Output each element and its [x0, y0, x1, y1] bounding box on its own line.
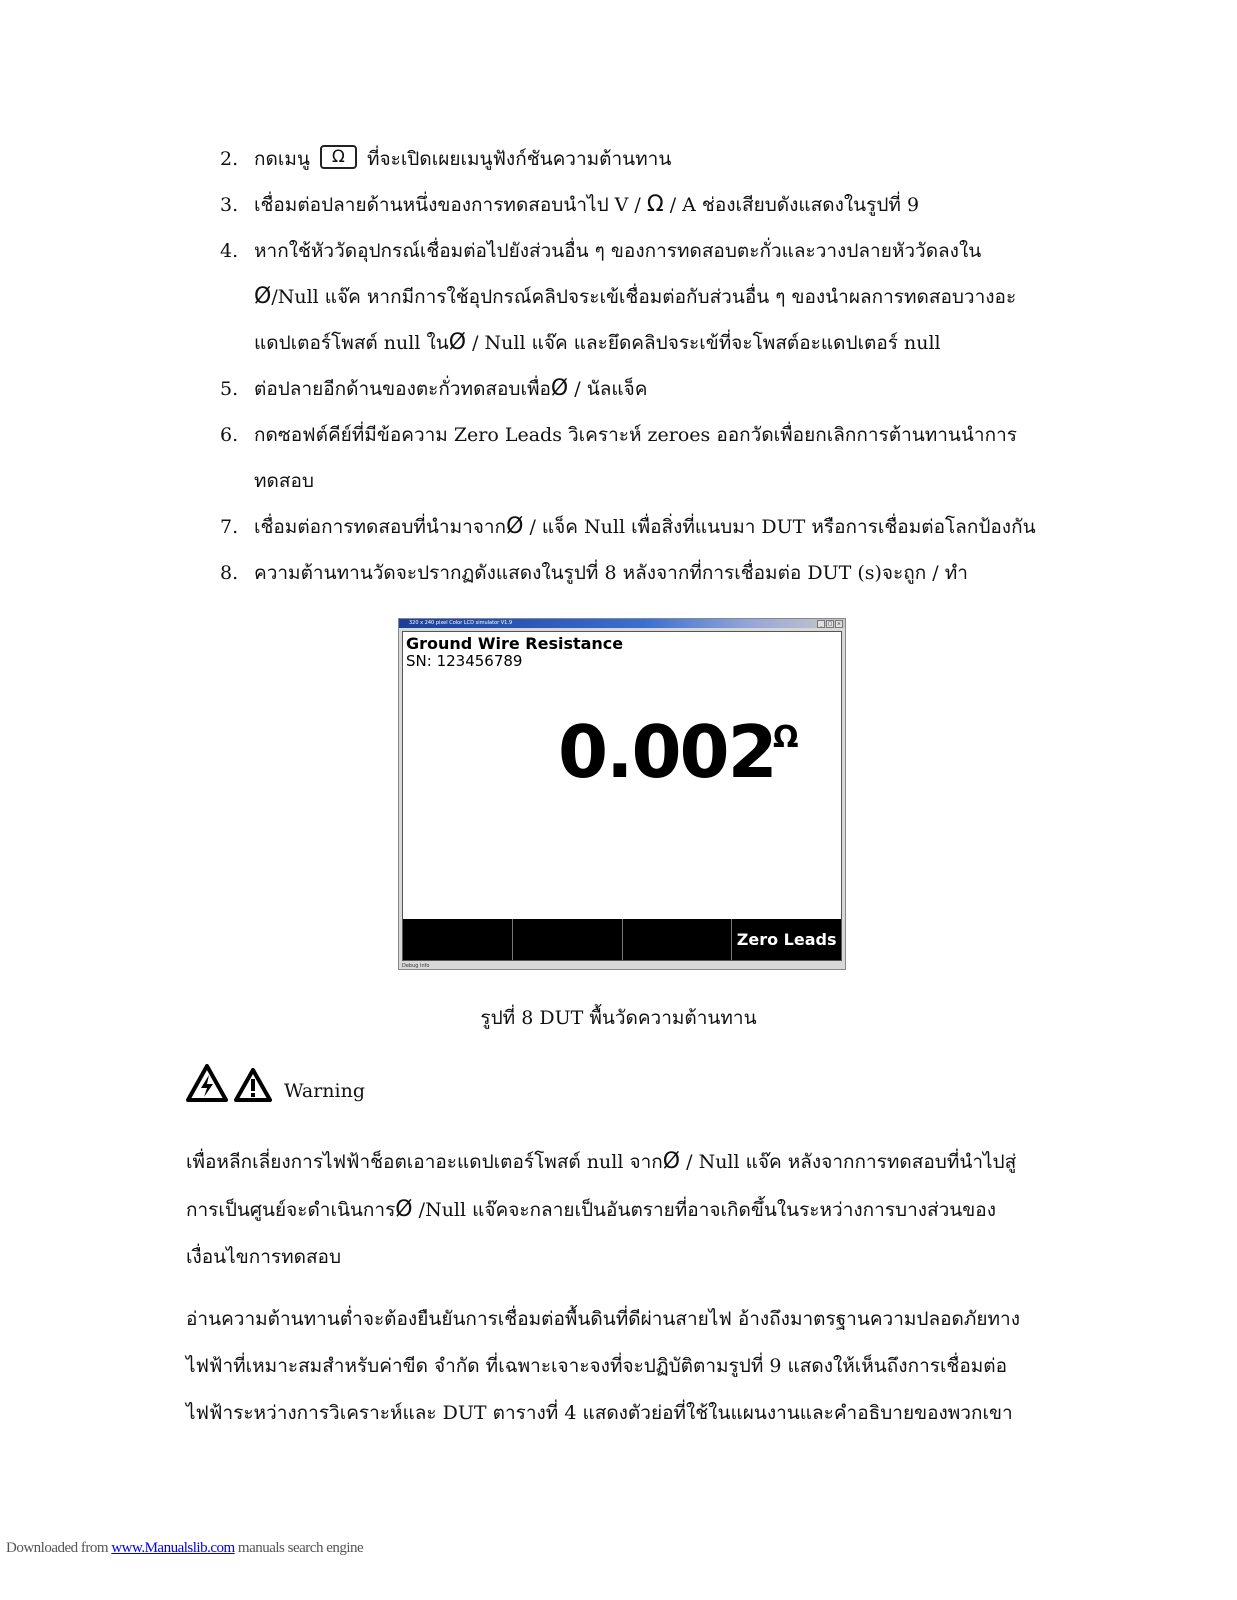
lcd-window-titlebar — [399, 619, 845, 628]
electric-shock-warning-icon — [186, 1064, 228, 1102]
null-symbol: Ø — [506, 514, 524, 539]
ohm-symbol: Ω — [646, 192, 664, 217]
lcd-screen — [402, 631, 842, 961]
manualslib-link[interactable]: www.Manualslib.com — [111, 1540, 235, 1556]
download-footer: Downloaded from www.Manualslib.com manuals search engine — [6, 1540, 364, 1556]
null-symbol: Ø — [550, 376, 569, 401]
null-symbol: Ø — [662, 1149, 681, 1174]
step-5: 5. ต่อปลายอีกด้านของตะกั่วทดสอบเพื่อØ / นัลแจ็ค — [220, 366, 1040, 412]
resistance-paragraph: อ่านความต้านทานต่ำจะต้องยืนยันการเชื่อมต่อพื้นดินที่ดีผ่านสายไฟ อ้างถึงมาตรฐานความปลอดภัยทางไฟฟ้าที่เหมาะสมสำหรับค่าขีด จำกัด ที่เฉพาะเจาะจงที่จะปฏิบัติตามรูปที่ 9 แสดงให้เห็นถึงการเชื่อมต่อไฟฟ้าระหว่างการวิเคราะห์และ DUT ตารางที่ 4 แสดงตัวย่อที่ใช้ในแผนงานและคำอธิบายของพวกเขา — [186, 1308, 1020, 1424]
step-number: 8. — [220, 562, 239, 584]
procedure-steps — [220, 136, 1040, 596]
minimize-icon: _ — [817, 620, 825, 628]
step-2: 2. กดเมนู Ω ที่จะเปิดเผยเมนูฟังก์ชันความต้านทาน — [220, 136, 1040, 182]
softkey-2 — [512, 919, 622, 960]
step-number: 4. — [220, 240, 239, 262]
maximize-icon: □ — [827, 621, 833, 627]
step-number: 5. — [220, 378, 239, 400]
step-number: 2. — [220, 148, 239, 170]
step-8: 8. ความต้านทานวัดจะปรากฏดังแสดงในรูปที่ 8 หลังจากที่การเชื่อมต่อ DUT (s)จะถูก / ทำ — [220, 550, 1040, 596]
resistance-reading: 0.002 — [558, 710, 776, 794]
ohm-unit: Ω — [773, 720, 799, 755]
ohm-menu-key-icon: Ω — [320, 145, 357, 169]
warning-paragraph: เพื่อหลีกเลี่ยงการไฟฟ้าช็อตเอาอะแดปเตอร์โพสต์ null จากØ / Null แจ๊ค หลังจากการทดสอบที่นำไปสู่การเป็นศูนย์จะดำเนินการØ /Null แจ๊คจะกลายเป็นอันตรายที่อาจเกิดขึ้นในระหว่างการบางส่วนของเงื่อนไขการทดสอบ — [186, 1149, 1017, 1268]
step-number: 3. — [220, 194, 239, 216]
step-4: 4. หากใช้หัววัดอุปกรณ์เชื่อมต่อไปยังส่วนอื่น ๆ ของการทดสอบตะกั่วและวางปลายหัววัดลงใน Ø/Null แจ๊ค หากมีการใช้อุปกรณ์คลิปจระเข้เชื่อมต่อกับส่วนอื่น ๆ ของนำผลการทดสอบวางอะแดปเตอร์โพสต์ null ในØ / Null แจ๊ค และยึดคลิปจระเข้ที่จะโพสต์อะแดปเตอร์ null — [220, 228, 1040, 366]
softkey-1 — [403, 919, 512, 960]
softkey-bar — [403, 919, 841, 960]
softkey-3 — [622, 919, 732, 960]
null-symbol: Ø — [395, 1197, 413, 1222]
lcd-simulator-figure — [398, 618, 846, 970]
caution-warning-icon — [234, 1068, 272, 1102]
step-number: 7. — [220, 516, 239, 538]
lcd-serial-number: SN: 123456789 — [406, 652, 523, 670]
step-3: 3. เชื่อมต่อปลายด้านหนึ่งของการทดสอบนำไป V / Ω / A ช่องเสียบดังแสดงในรูปที่ 9 — [220, 182, 1040, 228]
figure-caption: รูปที่ 8 DUT พื้นวัดความต้านทาน — [480, 1007, 757, 1029]
close-icon: × — [836, 621, 842, 627]
warning-heading — [186, 1064, 365, 1102]
warning-label: Warning — [284, 1080, 366, 1102]
lcd-heading: Ground Wire Resistance — [406, 634, 624, 653]
step-7: 7. เชื่อมต่อการทดสอบที่นำมาจากØ / แจ็ค Null เพื่อสิ่งที่แนบมา DUT หรือการเชื่อมต่อโลกป้องกัน — [220, 504, 1040, 550]
debug-info-label: Debug Info — [402, 963, 430, 969]
step-number: 6. — [220, 424, 239, 446]
step-6: 6. กดซอฟต์คีย์ที่มีข้อความ Zero Leads วิเคราะห์ zeroes ออกวัดเพื่อยกเลิกการต้านทานนำการทดสอบ — [220, 412, 1040, 504]
null-symbol: Ø — [254, 284, 272, 309]
null-symbol: Ø — [448, 330, 467, 355]
zero-leads-softkey: Zero Leads — [731, 919, 841, 960]
lcd-window-title: 320 x 240 pixel Color LCD simulator V1.9 — [409, 620, 513, 626]
